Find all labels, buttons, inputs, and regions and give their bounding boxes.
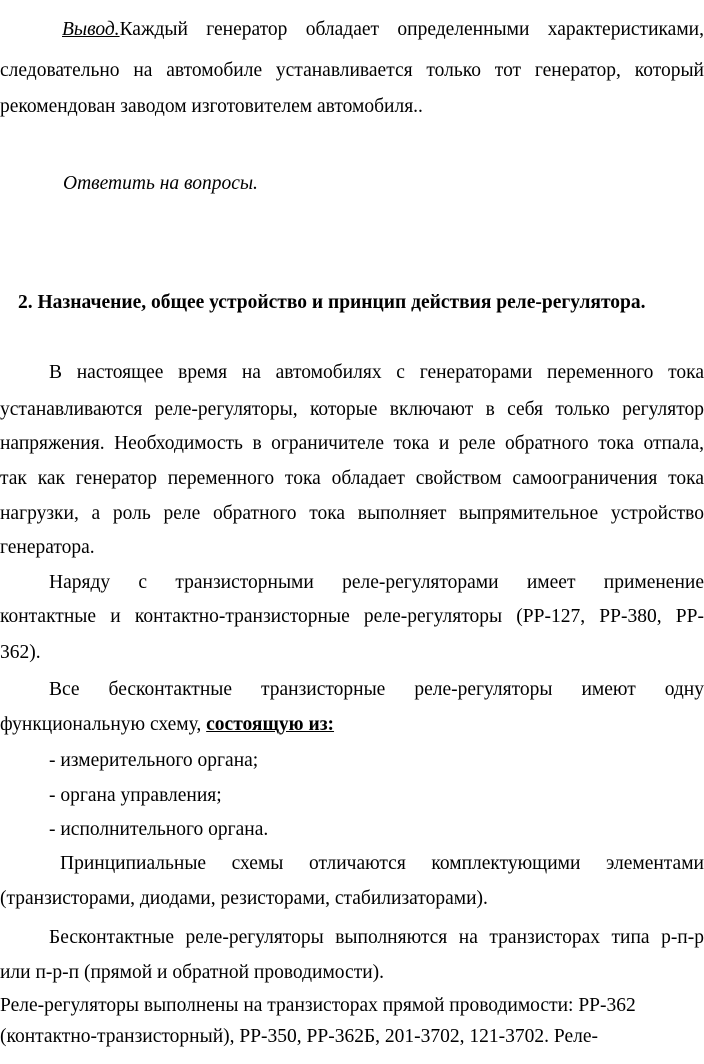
- p2-line-2: контактные и контактно-транзисторные реле-регуляторы (РР-127, РР-380, РР-: [0, 606, 704, 627]
- p1-line-2: устанавливаются реле-регуляторы, которые включают в себя только регулятор: [0, 399, 704, 420]
- p5-line-1: Бесконтактные реле-регуляторы выполняются на транзисторах типа р-п-р: [49, 927, 704, 948]
- p1-line-3: напряжения. Необходимость в ограничителе тока и реле обратного тока отпала,: [0, 433, 704, 454]
- p1-line-4: так как генератор переменного тока обладает свойством самоограничения тока: [0, 468, 704, 489]
- p6-line-1: Реле-регуляторы выполнены на транзисторах прямой проводимости: РР-362: [0, 995, 636, 1016]
- p3-emphasis: состоящую из:: [206, 714, 335, 735]
- list-item: - органа управления;: [49, 785, 222, 806]
- p5-line-2: или п-р-п (прямой и обратной проводимости).: [0, 962, 385, 983]
- conclusion-label: Вывод.: [62, 19, 120, 40]
- p3-line-1: Все бесконтактные транзисторные реле-регуляторы имеют одну: [49, 679, 704, 700]
- conclusion-line-3: рекомендован заводом изготовителем автомобиля..: [0, 96, 423, 117]
- task-text: Ответить на вопросы.: [63, 173, 258, 194]
- conclusion-text: Каждый генератор обладает определенными характеристиками,: [119, 19, 704, 40]
- conclusion-line-2: следовательно на автомобиле устанавливается только тот генератор, который: [0, 60, 704, 81]
- p1-line-6: генератора.: [0, 537, 95, 558]
- section-heading: 2. Назначение, общее устройство и принцип действия реле-регулятора.: [18, 292, 646, 313]
- p3-line-2: [0, 713, 704, 737]
- p3-text: функциональную схему,: [0, 714, 207, 735]
- p6-line-2: (контактно-транзисторный), РР-350, РР-362Б, 201-3702, 121-3702. Реле-: [0, 1026, 599, 1047]
- p4-line-2: (транзисторами, диодами, резисторами, стабилизаторами).: [0, 888, 488, 909]
- p1-line-5: нагрузки, а роль реле обратного тока выполняет выпрямительное устройство: [0, 503, 704, 524]
- p4-line-1: Принципиальные схемы отличаются комплектующими элементами: [60, 853, 704, 874]
- p1-line-1: В настоящее время на автомобилях с генераторами переменного тока: [49, 362, 704, 383]
- conclusion-line-1: [62, 18, 704, 42]
- p2-line-3: 362).: [0, 642, 41, 663]
- list-item: - исполнительного органа.: [49, 819, 269, 840]
- p2-line-1: Наряду с транзисторными реле-регуляторами имеет применение: [49, 572, 704, 593]
- list-item: - измерительного органа;: [49, 750, 259, 771]
